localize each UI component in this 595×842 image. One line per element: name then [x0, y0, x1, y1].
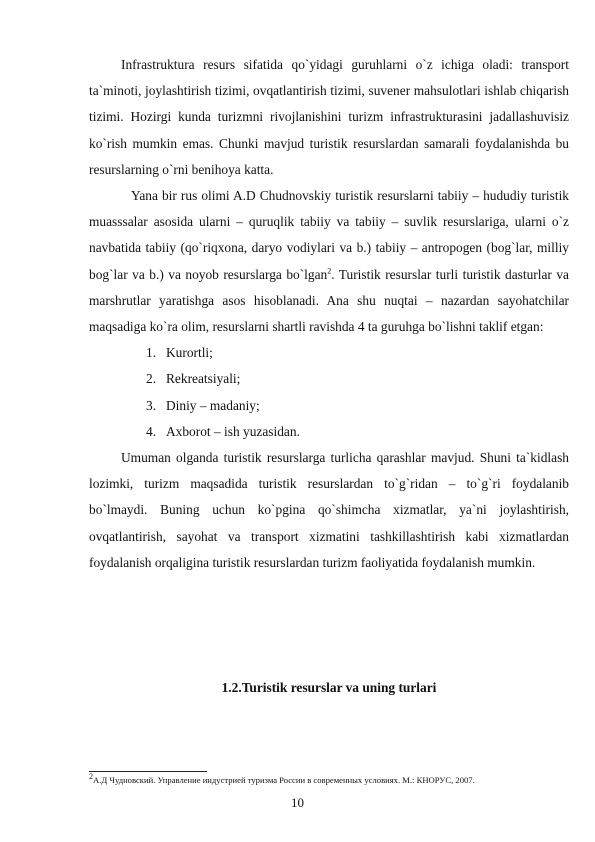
- footnote-mark: 2: [89, 772, 93, 782]
- list-item-number: 3.: [146, 397, 157, 413]
- paragraph-infrastructure: Infrastruktura resurs sifatida qo`yidagi guruhlarni o`z ichiga oladi: transport ta`minoti, joylashtirish tizimi, ovqatlantirish tizimi, suvener mahsulotlari ishlab chiqarish tizimi. Hozirgi kunda turizmni rivojlanishini turizm infrastrukturasini jadallashuvisiz ko`rish mumkin emas. Chunki mavjud turistik resurslardan samarali foydalanishda bu resurslarning o`rni benihoya katta.: [89, 57, 569, 177]
- footnote: [89, 774, 569, 786]
- list-item-text: Axborot – ish yuzasidan.: [166, 423, 300, 439]
- list-item-number: 2.: [146, 371, 157, 387]
- footnote-divider: [89, 771, 207, 772]
- footnote-reference: 2: [327, 266, 332, 276]
- list-item: [89, 393, 569, 419]
- list-item-text: Diniy – madaniy;: [166, 397, 260, 413]
- body-text: [89, 52, 569, 576]
- paragraph-chudnovskiy: [89, 183, 569, 340]
- resource-groups-list: [89, 340, 569, 445]
- list-item-text: Rekreatsiyali;: [166, 371, 241, 387]
- paragraph-conclusion: Umuman olganda turistik resurslarga turlicha qarashlar mavjud. Shuni ta`kidlash lozimki, turizm maqsadida turistik resurslardan to`g`ridan – to`g`ri foydalanib bo`lmaydi. Buning uchun ko`pgina qo`shimcha xizmatlar, ya`ni joylashtirish, ovqatlantirish, sayohat va transport xizmatini tashkillashtirish kabi xizmatlardan foydalanish orqaligina turistik resurslardan turizm faoliyatida foydalanish mumkin.: [89, 450, 569, 570]
- list-item: [89, 366, 569, 392]
- list-item: [89, 340, 569, 366]
- footnote-text: А.Д Чудновский. Управление индустрией туризма России в современных условиях. М.: КНОРУС, 2007.: [93, 775, 475, 785]
- paragraph-chudnovskiy-part2: . Turistik resurslar turli turistik dasturlar va marshrutlar yaratishga asos hisoblanadi. Ana shu nuqtai – nazardan sayohatchilar maqsadiga ko`ra olim, resurslarni shartli ravishda 4 ta guruhga bo`lishni taklif etgan:: [89, 266, 569, 335]
- list-item-text: Kurortli;: [166, 345, 213, 361]
- list-item-number: 1.: [146, 345, 157, 361]
- paragraph-chudnovskiy-part1: Yana bir rus olimi A.D Chudnovskiy turistik resurslarni tabiiy – hududiy turistik muasssalar asosida ularni – quruqlik tabiiy va tabiiy – suvlik resurslariga, ularni o`z navbatida tabiiy (qo`riqxona, daryo vodiylari va b.) tabiiy – antropogen (bog`lar, milliy bog`lar va b.) va noyob resurslarga bo`lgan: [89, 188, 569, 282]
- list-item: [89, 419, 569, 445]
- page-number: 10: [291, 795, 304, 810]
- section-heading: 1.2.Turistik resurslar va uning turlari: [221, 680, 437, 695]
- list-item-number: 4.: [146, 423, 157, 439]
